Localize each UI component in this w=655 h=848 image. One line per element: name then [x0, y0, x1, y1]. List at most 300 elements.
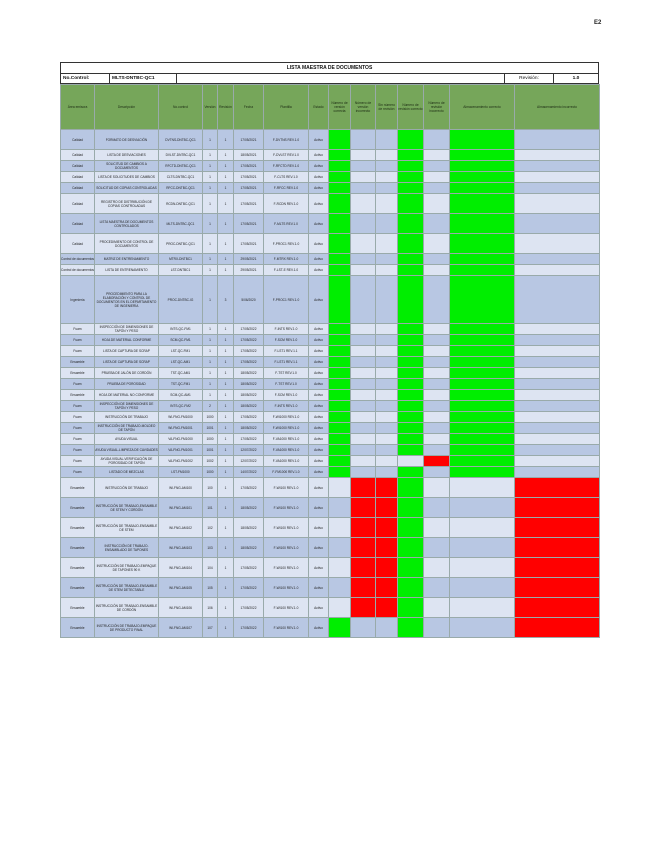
cell-revision: 1 — [218, 150, 234, 161]
status-marker-5 — [424, 618, 450, 638]
cell-control: PROC-DNTBC-IG — [159, 276, 203, 324]
cell-description: INSTRUCCIÓN DE TRABAJO-ENSAMBLE DE STEM DETECTABLE — [95, 578, 159, 598]
cell-revision: 1 — [218, 194, 234, 214]
status-marker-2 — [351, 412, 376, 423]
cell-version: 1 — [203, 379, 218, 390]
cell-area: Calidad — [61, 172, 95, 183]
status-marker-2 — [351, 434, 376, 445]
col-header: Versión — [203, 85, 218, 130]
control-row — [60, 73, 599, 84]
cell-template: F-SCM REV.1.0 — [264, 390, 309, 401]
status-marker-3 — [376, 518, 398, 538]
col-header: Estado — [309, 85, 329, 130]
status-marker-6 — [450, 172, 515, 183]
cell-date: 17/05/2022 — [234, 434, 264, 445]
cell-revision: 1 — [218, 214, 234, 234]
cell-revision: 1 — [218, 598, 234, 618]
status-marker-2 — [351, 194, 376, 214]
status-marker-3 — [376, 172, 398, 183]
status-marker-2 — [351, 150, 376, 161]
status-marker-7 — [515, 423, 600, 434]
cell-area: Fuam — [61, 467, 95, 478]
col-header: Revisión — [218, 85, 234, 130]
status-marker-7 — [515, 456, 600, 467]
cell-status: Activo — [309, 538, 329, 558]
cell-template: F-SCM REV.1.0 — [264, 335, 309, 346]
status-marker-2 — [351, 538, 376, 558]
status-marker-6 — [450, 538, 515, 558]
status-marker-7 — [515, 558, 600, 578]
status-marker-2 — [351, 276, 376, 324]
status-marker-3 — [376, 254, 398, 265]
cell-control: LST-QC-AM1 — [159, 357, 203, 368]
cell-description: LISTA DE ENTRENAMIENTO — [95, 265, 159, 276]
table-row — [61, 161, 600, 172]
cell-description: MATRIZ DE ENTRENAMIENTO — [95, 254, 159, 265]
table-row — [61, 194, 600, 214]
cell-area: Fuam — [61, 456, 95, 467]
cell-revision: 1 — [218, 412, 234, 423]
status-marker-5 — [424, 412, 450, 423]
status-marker-7 — [515, 498, 600, 518]
table-row — [61, 434, 600, 445]
cell-version: 1001 — [203, 423, 218, 434]
cell-description: PROCEDIMIENTO PARA LA ELABORACIÓN Y CONTROL DE DOCUMENTOS EN EL DEPARTAMENTO DE INGENIERÍA — [95, 276, 159, 324]
cell-area: Ingeniería — [61, 276, 95, 324]
col-header: Sin número de revisión — [376, 85, 398, 130]
cell-date: 17/05/2021 — [234, 234, 264, 254]
status-marker-4 — [398, 467, 424, 478]
cell-template: F-DVLST REV.1.0 — [264, 150, 309, 161]
cell-status: Activo — [309, 558, 329, 578]
status-marker-3 — [376, 183, 398, 194]
status-marker-5 — [424, 346, 450, 357]
cell-area: Fuam — [61, 445, 95, 456]
status-marker-4 — [398, 234, 424, 254]
status-marker-6 — [450, 335, 515, 346]
col-header: Almacenamiento incorrecto — [515, 85, 600, 130]
status-marker-6 — [450, 445, 515, 456]
control-spacer — [177, 74, 505, 83]
cell-status: Activo — [309, 434, 329, 445]
header-row — [61, 85, 600, 130]
cell-version: 107 — [203, 618, 218, 638]
table-row — [61, 172, 600, 183]
status-marker-2 — [351, 265, 376, 276]
cell-version: 1 — [203, 150, 218, 161]
cell-revision: 1 — [218, 467, 234, 478]
cell-version: 1 — [203, 161, 218, 172]
status-marker-3 — [376, 346, 398, 357]
status-marker-6 — [450, 346, 515, 357]
status-marker-1 — [329, 445, 351, 456]
cell-area: Calidad — [61, 130, 95, 150]
cell-status: Activo — [309, 335, 329, 346]
cell-description: INSTRUCCIÓN DE TRABAJO-ENSAMBLE DE CORDÓN — [95, 598, 159, 618]
cell-control: TST-QC-FM1 — [159, 379, 203, 390]
cell-version: 1 — [203, 357, 218, 368]
table-row — [61, 598, 600, 618]
col-header: Número de revisión correcto — [398, 85, 424, 130]
cell-description: PRUEBA DE JALÓN DE CORDÓN — [95, 368, 159, 379]
cell-date: 29/05/2021 — [234, 265, 264, 276]
status-marker-5 — [424, 276, 450, 324]
status-marker-7 — [515, 390, 600, 401]
cell-control: VA-FNG-FM1002 — [159, 456, 203, 467]
status-marker-7 — [515, 172, 600, 183]
cell-area: Ensamble — [61, 498, 95, 518]
status-marker-5 — [424, 335, 450, 346]
cell-control: WI-FNG-AM106 — [159, 598, 203, 618]
cell-date: 18/05/2022 — [234, 368, 264, 379]
table-row — [61, 150, 600, 161]
cell-area: Fuam — [61, 434, 95, 445]
table-row — [61, 445, 600, 456]
cell-date: 17/05/2021 — [234, 194, 264, 214]
cell-template: F-RFCC REV.1.0 — [264, 183, 309, 194]
cell-control: MTRX-DNTBC1 — [159, 254, 203, 265]
status-marker-1 — [329, 234, 351, 254]
cell-version: 1 — [203, 324, 218, 335]
status-marker-6 — [450, 183, 515, 194]
cell-control: LST-DNTBC1 — [159, 265, 203, 276]
status-marker-2 — [351, 578, 376, 598]
status-marker-6 — [450, 518, 515, 538]
status-marker-1 — [329, 324, 351, 335]
status-marker-7 — [515, 234, 600, 254]
status-marker-3 — [376, 467, 398, 478]
table-row — [61, 498, 600, 518]
cell-template: F-RCDN REV.1.0 — [264, 194, 309, 214]
cell-area: Ensamble — [61, 538, 95, 558]
cell-status: Activo — [309, 518, 329, 538]
sheet-title: LISTA MAESTRA DE DOCUMENTOS — [60, 62, 599, 73]
cell-version: 1 — [203, 276, 218, 324]
revision-value: 1.0 — [572, 76, 580, 81]
status-marker-1 — [329, 130, 351, 150]
cell-description: LISTA DE CAPTURA DE SCRAP — [95, 357, 159, 368]
cell-status: Activo — [309, 445, 329, 456]
status-marker-3 — [376, 434, 398, 445]
status-marker-7 — [515, 467, 600, 478]
cell-area: Calidad — [61, 214, 95, 234]
cell-control: WI-FNG-AM102 — [159, 518, 203, 538]
cell-version: 1 — [203, 390, 218, 401]
status-marker-5 — [424, 423, 450, 434]
status-marker-7 — [515, 368, 600, 379]
status-marker-3 — [376, 478, 398, 498]
cell-date: 17/05/2021 — [234, 214, 264, 234]
cell-version: 1 — [203, 234, 218, 254]
table-row — [61, 518, 600, 538]
cell-revision: 1 — [218, 434, 234, 445]
cell-date: 17/05/2022 — [234, 335, 264, 346]
cell-status: Activo — [309, 401, 329, 412]
cell-control: WI-FNG-AM101 — [159, 498, 203, 518]
cell-version: 1 — [203, 368, 218, 379]
cell-date: 17/05/2022 — [234, 357, 264, 368]
cell-status: Activo — [309, 254, 329, 265]
cell-version: 1 — [203, 254, 218, 265]
status-marker-3 — [376, 357, 398, 368]
cell-date: 12/07/2022 — [234, 456, 264, 467]
cell-version: 1000 — [203, 412, 218, 423]
status-marker-1 — [329, 172, 351, 183]
status-marker-2 — [351, 618, 376, 638]
status-marker-6 — [450, 498, 515, 518]
status-marker-2 — [351, 518, 376, 538]
cell-date: 17/05/2022 — [234, 578, 264, 598]
status-marker-4 — [398, 445, 424, 456]
cell-date: 18/05/2021 — [234, 150, 264, 161]
status-marker-4 — [398, 578, 424, 598]
status-marker-2 — [351, 498, 376, 518]
status-marker-7 — [515, 618, 600, 638]
cell-description: FORMATO DE DESVIACIÓN — [95, 130, 159, 150]
status-marker-2 — [351, 390, 376, 401]
cell-area: Ensamble — [61, 357, 95, 368]
cell-version: 1 — [203, 214, 218, 234]
cell-revision: 1 — [218, 357, 234, 368]
cell-date: 17/05/2021 — [234, 161, 264, 172]
cell-status: Activo — [309, 324, 329, 335]
cell-status: Activo — [309, 379, 329, 390]
cell-revision: 1 — [218, 130, 234, 150]
cell-template: F-MLTS REV.1.0 — [264, 214, 309, 234]
cell-date: 18/05/2022 — [234, 423, 264, 434]
status-marker-3 — [376, 214, 398, 234]
status-marker-7 — [515, 598, 600, 618]
cell-revision: 1 — [218, 618, 234, 638]
status-marker-3 — [376, 379, 398, 390]
cell-control: LST-QC-FM1 — [159, 346, 203, 357]
col-header: Almacenamiento correcto — [450, 85, 515, 130]
status-marker-7 — [515, 214, 600, 234]
table-row — [61, 324, 600, 335]
table-row — [61, 254, 600, 265]
status-marker-1 — [329, 214, 351, 234]
status-marker-5 — [424, 379, 450, 390]
status-marker-5 — [424, 598, 450, 618]
cell-description: INSPECCIÓN DE DIMENSIONES DE TAPÓN Y PESO — [95, 401, 159, 412]
cell-status: Activo — [309, 194, 329, 214]
status-marker-3 — [376, 234, 398, 254]
cell-area: Ensamble — [61, 618, 95, 638]
cell-template: F-VA1000 REV.1.0 — [264, 434, 309, 445]
status-marker-5 — [424, 214, 450, 234]
cell-control: RFCTD-DNTBC-QC1 — [159, 161, 203, 172]
status-marker-4 — [398, 401, 424, 412]
status-marker-2 — [351, 234, 376, 254]
cell-control: VA-FNG-FM1000 — [159, 434, 203, 445]
cell-revision: 1 — [218, 518, 234, 538]
cell-version: 1 — [203, 194, 218, 214]
status-marker-6 — [450, 130, 515, 150]
status-marker-1 — [329, 538, 351, 558]
cell-description: AYUDA VISUAL — [95, 434, 159, 445]
status-marker-5 — [424, 578, 450, 598]
status-marker-1 — [329, 194, 351, 214]
status-marker-2 — [351, 357, 376, 368]
status-marker-2 — [351, 130, 376, 150]
status-marker-6 — [450, 434, 515, 445]
cell-date: 14/07/2022 — [234, 467, 264, 478]
status-marker-4 — [398, 538, 424, 558]
status-marker-3 — [376, 598, 398, 618]
status-marker-3 — [376, 161, 398, 172]
table-row — [61, 390, 600, 401]
cell-template: F-INTS REV.1.0 — [264, 324, 309, 335]
status-marker-6 — [450, 423, 515, 434]
cell-template: F-WI100 REV.1.0 — [264, 618, 309, 638]
status-marker-7 — [515, 445, 600, 456]
cell-status: Activo — [309, 346, 329, 357]
cell-version: 102 — [203, 518, 218, 538]
status-marker-3 — [376, 276, 398, 324]
cell-date: 17/05/2021 — [234, 183, 264, 194]
status-marker-4 — [398, 618, 424, 638]
cell-status: Activo — [309, 478, 329, 498]
status-marker-6 — [450, 265, 515, 276]
cell-description: INSTRUCCIÓN DE TRABAJO-ENSAMBLE DE STEM — [95, 518, 159, 538]
cell-date: 17/05/2022 — [234, 478, 264, 498]
status-marker-7 — [515, 434, 600, 445]
cell-revision: 1 — [218, 456, 234, 467]
cell-area: Fuam — [61, 379, 95, 390]
status-marker-4 — [398, 498, 424, 518]
cell-template: F-RFCTD REV.1.0 — [264, 161, 309, 172]
cell-version: 104 — [203, 558, 218, 578]
cell-control: VA-FNG-FM1001 — [159, 445, 203, 456]
cell-version: 1000 — [203, 467, 218, 478]
status-marker-5 — [424, 467, 450, 478]
cell-version: 103 — [203, 538, 218, 558]
status-marker-1 — [329, 335, 351, 346]
cell-version: 2 — [203, 401, 218, 412]
cell-control: TST-QC-AM1 — [159, 368, 203, 379]
status-marker-3 — [376, 498, 398, 518]
status-marker-2 — [351, 379, 376, 390]
status-marker-4 — [398, 254, 424, 265]
status-marker-2 — [351, 598, 376, 618]
cell-area: Control de documentos — [61, 254, 95, 265]
status-marker-6 — [450, 401, 515, 412]
table-row — [61, 467, 600, 478]
cell-status: Activo — [309, 423, 329, 434]
cell-status: Activo — [309, 412, 329, 423]
cell-description: INSTRUCCIÓN DE TRABAJO — [95, 412, 159, 423]
status-marker-3 — [376, 445, 398, 456]
cell-date: 17/05/2022 — [234, 558, 264, 578]
cell-area: Fuam — [61, 401, 95, 412]
status-marker-5 — [424, 558, 450, 578]
status-marker-5 — [424, 150, 450, 161]
status-marker-1 — [329, 423, 351, 434]
cell-control: WI-FNG-AM107 — [159, 618, 203, 638]
status-marker-4 — [398, 183, 424, 194]
status-marker-4 — [398, 598, 424, 618]
control-value: MLTS-DNTBC-QC1 — [110, 74, 177, 83]
status-marker-5 — [424, 456, 450, 467]
status-marker-5 — [424, 445, 450, 456]
cell-template: F-DVTNS REV.1.0 — [264, 130, 309, 150]
cell-description: LISTA DE DESVIACIONES — [95, 150, 159, 161]
cell-date: 5/06/2020 — [234, 276, 264, 324]
status-marker-3 — [376, 456, 398, 467]
status-marker-1 — [329, 379, 351, 390]
status-marker-1 — [329, 412, 351, 423]
status-marker-2 — [351, 346, 376, 357]
cell-area: Calidad — [61, 183, 95, 194]
cell-date: 17/05/2021 — [234, 130, 264, 150]
cell-version: 1 — [203, 130, 218, 150]
cell-status: Activo — [309, 598, 329, 618]
cell-description: LISTA MAESTRA DE DOCUMENTOS CONTROLADOS — [95, 214, 159, 234]
cell-area: Control de documentos — [61, 265, 95, 276]
cell-description: INSTRUCCIÓN DE TRABAJO-MOLDEO DE TAPÓN — [95, 423, 159, 434]
status-marker-1 — [329, 357, 351, 368]
cell-description: HOJA DE MATERIAL CONFORME — [95, 335, 159, 346]
status-marker-5 — [424, 194, 450, 214]
status-marker-6 — [450, 150, 515, 161]
status-marker-3 — [376, 538, 398, 558]
status-marker-4 — [398, 368, 424, 379]
cell-description: REGISTRO DE DISTRIBUCIÓN DE COPIAS CONTROLADAS — [95, 194, 159, 214]
status-marker-4 — [398, 335, 424, 346]
status-marker-6 — [450, 467, 515, 478]
cell-area: Ensamble — [61, 518, 95, 538]
cell-version: 1002 — [203, 456, 218, 467]
status-marker-4 — [398, 478, 424, 498]
cell-control: DVTNS-DNTBC-QC1 — [159, 130, 203, 150]
cell-description: SOLICITUD DE CAMBIOS A DOCUMENTOS — [95, 161, 159, 172]
cell-status: Activo — [309, 368, 329, 379]
table-row — [61, 265, 600, 276]
status-marker-7 — [515, 335, 600, 346]
cell-revision: 1 — [218, 423, 234, 434]
status-marker-6 — [450, 276, 515, 324]
status-marker-4 — [398, 324, 424, 335]
cell-revision: 1 — [218, 558, 234, 578]
status-marker-1 — [329, 401, 351, 412]
cell-area: Ensamble — [61, 390, 95, 401]
table-row — [61, 412, 600, 423]
status-marker-5 — [424, 161, 450, 172]
status-marker-5 — [424, 172, 450, 183]
status-marker-7 — [515, 578, 600, 598]
status-marker-4 — [398, 172, 424, 183]
cell-control: MLTS-DNTBC-QC1 — [159, 214, 203, 234]
table-row — [61, 368, 600, 379]
cell-revision: 1 — [218, 498, 234, 518]
col-header: Número de versión correcta — [329, 85, 351, 130]
cell-status: Activo — [309, 390, 329, 401]
table-row — [61, 357, 600, 368]
status-marker-6 — [450, 357, 515, 368]
cell-area: Ensamble — [61, 478, 95, 498]
cell-description: AYUDA VISUAL-VERIFICACIÓN DE POROSIDAD DE TAPÓN — [95, 456, 159, 467]
cell-control: WI-FNG-AM100 — [159, 478, 203, 498]
status-marker-2 — [351, 368, 376, 379]
cell-revision: 1 — [218, 335, 234, 346]
status-marker-7 — [515, 183, 600, 194]
status-marker-2 — [351, 478, 376, 498]
cell-status: Activo — [309, 234, 329, 254]
status-marker-7 — [515, 150, 600, 161]
status-marker-5 — [424, 401, 450, 412]
status-marker-7 — [515, 379, 600, 390]
cell-revision: 1 — [218, 265, 234, 276]
